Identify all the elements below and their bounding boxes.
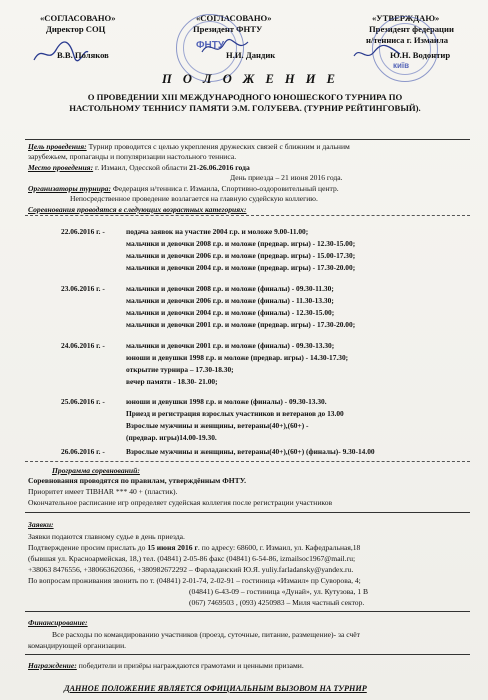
finance-line-2: командирующей организации. [28,641,127,650]
applications-deadline: 15 июня 2016 г [147,543,198,552]
separator-categories [25,215,470,216]
organizers-label: Организаторы турнира: [28,184,111,193]
schedule-day-4-line-3: Взрослые мужчины и женщины, ветераны(40+),(60+) - [126,421,309,430]
place-label: Место проведения: [28,163,94,172]
approval-left-title: «СОГЛАСОВАНО» [40,13,116,23]
program-line-2: Приоритет имеет TIBHAR *** 40 + (пластик). [28,487,178,496]
schedule-day-1-line-1: подача заявок на участие 2004 г.р. и моложе 9.00-11.00; [126,227,309,236]
schedule-day-5-line-1: Взрослые мужчины и женщины, ветераны(40+),(60+) (финалы)- 9.30-14.00 [126,447,375,456]
finance-label: Финансирование: [28,618,88,627]
approval-left-role: Директор СОЦ [46,24,106,34]
applications-line-2 [28,543,360,552]
schedule-day-3-line-4: вечер памяти - 18.30- 21.00; [126,377,218,386]
arrival-day: День приезда – 21 июня 2016 года. [230,173,343,182]
separator-top [25,139,470,140]
separator-schedule [25,461,470,462]
organizers-text-2: Непосредственное проведение возлагается на главную судейскую коллегию. [70,194,318,203]
goal-line-1 [28,142,350,151]
approval-center-name: Н.И. Дандик [226,50,276,60]
schedule-day-3-line-1: мальчики и девочки 2001 г.р. и моложе (финалы) - 09.30-13.30; [126,341,335,350]
approval-right-name: Ю.Н. Водонтир [390,50,451,60]
schedule-day-2-line-4: мальчики и девочки 2001 г.р. и моложе (предвар. игры) - 17.30-20.00; [126,320,356,329]
schedule-day-1-line-3: мальчики и девочки 2006 г.р. и моложе (предвар. игры) - 15.00-17.30; [126,251,356,260]
awards-text: победители и призёры награждаются грамотами и ценными призами. [76,661,304,670]
place-dates: 21-26.06.2016 года [189,163,250,172]
approval-center-role: Президент ФНТУ [193,24,263,34]
schedule-day-2-line-2: мальчики и девочки 2006 г.р. и моложе (финалы) - 11.30-13.30; [126,296,334,305]
document-title: П О Л О Ж Е Н И Е [162,72,339,86]
place-line [28,163,250,172]
organizers-text-1: Федерация н/тенниса г. Измаила, Спортивно-оздоровительный центр. [111,184,339,193]
program-line-3: Окончательное расписание игр определяет судейская коллегия после регистрации участников [28,498,333,507]
goal-text-1: Турнир проводится с целью укрепления дружеских связей с ближним и дальним [86,142,350,151]
goal-text-2: зарубежьем, пропаганды и популяризации настольного тенниса. [28,152,237,161]
schedule-day-5-date: 26.06.2016 г. - [61,447,105,456]
schedule-day-2-line-1: мальчики и девочки 2008 г.р. и моложе (финалы) - 09.30-11.30; [126,284,334,293]
schedule-day-2-date: 23.06.2016 г. - [61,284,105,293]
schedule-day-1-line-4: мальчики и девочки 2004 г.р. и моложе (предвар. игры) - 17.30-20.00; [126,263,356,272]
schedule-day-4-date: 25.06.2016 г. - [61,397,105,406]
document-subtitle-2: НАСТОЛЬНОМУ ТЕННИСУ ПАМЯТИ Э.М. ГОЛУБЕВА. (ТУРНИР РЕЙТИНГОВЫЙ). [69,103,421,113]
program-label: Программа соревнований: [52,466,140,475]
approval-right-role1: Президент федерации [369,24,454,34]
schedule-day-3-line-2: юноши и девушки 1998 г.р. и моложе (предвар. игры) - 14.30-17.30; [126,353,349,362]
applications-line-5: По вопросам проживания звонить по т. (04841) 2-01-74, 2-02-91 – гостиница «Измаил» пр Суворова, 4; [28,576,361,585]
right-stamp-logo: київ [393,61,410,70]
schedule-day-1-date: 22.06.2016 г. - [61,227,105,236]
applications-line-4: +38063 8476556, +380663620366, +380982672292 – Фарладанский Ю.Я. yuliy.farladansky@yandex.ru. [28,565,354,574]
center-stamp-logo: ФНТУ [196,40,225,51]
schedule-day-1-line-2: мальчики и девочки 2008 г.р. и моложе (предвар. игры) - 12.30-15.00; [126,239,356,248]
categories-label: Соревнования проводятся в следующих возрастных категориях: [28,205,247,214]
approval-center-title: «СОГЛАСОВАНО» [196,13,272,23]
schedule-day-4-line-4: (предвар. игры)14.00-19.30. [126,433,217,442]
approval-right-title: «УТВЕРЖДАЮ» [372,13,440,23]
schedule-day-4-line-1: юноши и девушки 1998 г.р. и моложе (финалы) - 09.30-13.30. [126,397,327,406]
approval-left-name: В.В. Поляков [57,50,109,60]
footer-official-call: ДАННОЕ ПОЛОЖЕНИЕ ЯВЛЯЕТСЯ ОФИЦИАЛЬНЫМ ВЫЗОВОМ НА ТУРНИР [64,684,367,693]
applications-line-1: Заявки подаются главному судье в день приезда. [28,532,185,541]
approval-right-role2: н/тенниса г. Измаила [366,35,449,45]
schedule-day-4-line-2: Приезд и регистрация взрослых участников и ветеранов до 13.00 [126,409,344,418]
separator-applications [25,611,470,612]
awards-label: Награждение: [28,661,77,670]
applications-line-7: (067) 7469503 , (093) 4250983 – Миля частный сектор. [189,598,365,607]
applications-line-3: (бывшая ул. Красноармейская, 18,) тел. (04841) 2-05-86 факс (04841) 6-54-86, izmailsoc1967@mail.ru; [28,554,356,563]
applications-address: . по адресу: 68600, г. Измаил, ул. Кафедральная,18 [197,543,361,552]
place-text: г. Измаил, Одесской области [93,163,190,172]
applications-line-6: (04841) 6-43-09 – гостиница «Дунай», ул. Кутузова, 1 В [189,587,369,596]
goal-label: Цель проведения: [28,142,87,151]
awards-line [28,661,304,670]
applications-label: Заявки: [28,520,54,529]
schedule-day-3-line-3: открытие турнира – 17.30-18.30; [126,365,234,374]
separator-finance [25,654,470,655]
program-line-1: Соревнования проводятся по правилам, утверждённым ФНТУ. [28,476,246,485]
schedule-day-2-line-3: мальчики и девочки 2004 г.р. и моложе (финалы) - 12.30-15.00; [126,308,335,317]
organizers-line [28,184,339,193]
separator-program [25,512,470,513]
schedule-day-3-date: 24.06.2016 г. - [61,341,105,350]
applications-line-2-prefix: Подтверждение просим прислать до [28,543,148,552]
document-subtitle-1: О ПРОВЕДЕНИИ XIII МЕЖДУНАРОДНОГО ЮНОШЕСКОГО ТУРНИРА ПО [87,92,403,102]
finance-line-1: Все расходы по командированию участников (проезд, суточные, питание, размещение)- за счёт [52,630,360,639]
